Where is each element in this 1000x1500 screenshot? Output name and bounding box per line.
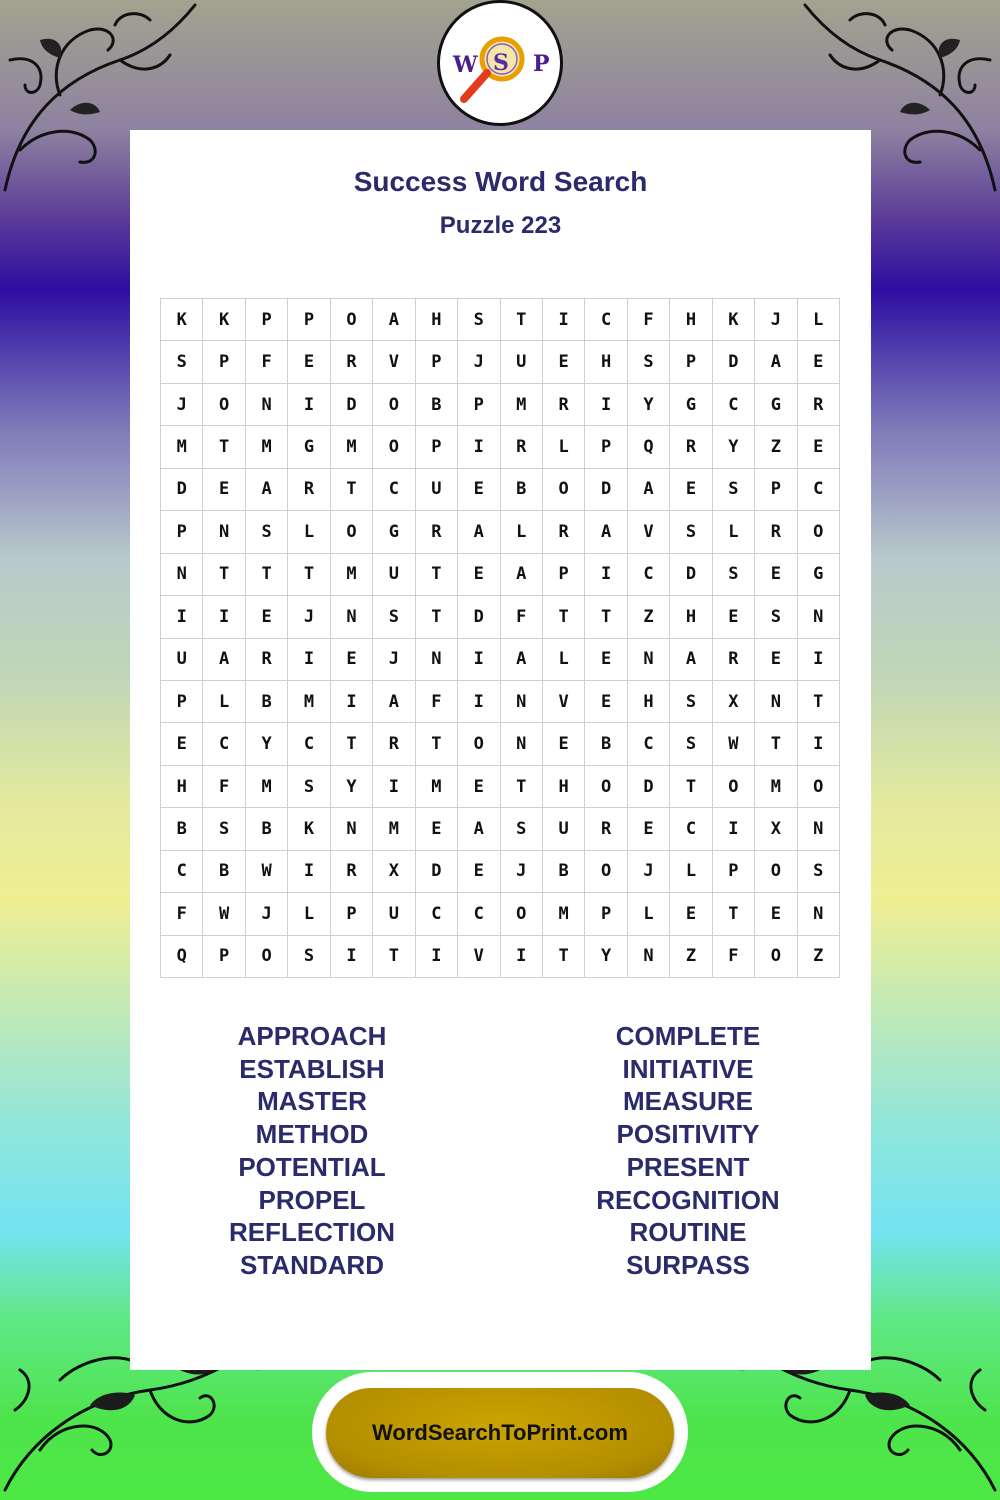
grid-cell[interactable]: A	[670, 639, 712, 681]
page-title: Success Word Search	[353, 166, 648, 197]
grid-cell[interactable]: E	[713, 596, 755, 638]
grid-cell[interactable]: T	[373, 936, 415, 978]
grid-cell[interactable]: N	[628, 639, 670, 681]
grid-cell[interactable]: N	[331, 596, 373, 638]
grid-cell[interactable]: E	[246, 596, 288, 638]
word-item: SURPASS	[626, 1249, 750, 1280]
grid-cell[interactable]: G	[288, 426, 330, 468]
grid-cell[interactable]: H	[543, 766, 585, 808]
grid-cell[interactable]: M	[246, 426, 288, 468]
grid-cell[interactable]: R	[585, 808, 627, 850]
grid-cell[interactable]: O	[798, 511, 840, 553]
grid-cell[interactable]: O	[458, 723, 500, 765]
grid-cell[interactable]: O	[713, 766, 755, 808]
grid-cell[interactable]: A	[501, 639, 543, 681]
grid-cell[interactable]: O	[543, 469, 585, 511]
grid-cell[interactable]: B	[543, 851, 585, 893]
grid-cell[interactable]: P	[458, 384, 500, 426]
grid-cell[interactable]: J	[161, 384, 203, 426]
grid-cell[interactable]: T	[670, 766, 712, 808]
word-item: METHOD	[255, 1119, 369, 1150]
grid-cell[interactable]: T	[798, 681, 840, 723]
grid-cell[interactable]: F	[203, 766, 245, 808]
word-item: POSITIVITY	[616, 1119, 760, 1150]
grid-cell[interactable]: T	[288, 554, 330, 596]
grid-cell[interactable]: P	[755, 469, 797, 511]
grid-cell[interactable]: O	[373, 384, 415, 426]
grid-cell[interactable]: P	[670, 341, 712, 383]
grid-cell[interactable]: S	[501, 808, 543, 850]
grid-cell[interactable]: X	[373, 851, 415, 893]
grid-cell[interactable]: A	[501, 554, 543, 596]
grid-cell[interactable]: T	[585, 596, 627, 638]
grid-cell[interactable]: I	[331, 681, 373, 723]
grid-cell[interactable]: V	[628, 511, 670, 553]
grid-cell[interactable]: P	[288, 299, 330, 341]
grid-cell[interactable]: V	[458, 936, 500, 978]
grid-cell[interactable]: M	[543, 893, 585, 935]
grid-cell[interactable]: Y	[585, 936, 627, 978]
grid-cell[interactable]: J	[246, 893, 288, 935]
grid-cell[interactable]: T	[416, 554, 458, 596]
grid-cell[interactable]: J	[373, 639, 415, 681]
grid-cell[interactable]: E	[543, 341, 585, 383]
word-item: INITIATIVE	[622, 1053, 754, 1084]
grid-cell[interactable]: I	[798, 639, 840, 681]
word-item: MASTER	[257, 1086, 367, 1117]
grid-cell[interactable]: I	[458, 681, 500, 723]
grid-cell[interactable]: A	[246, 469, 288, 511]
grid-cell[interactable]: P	[161, 681, 203, 723]
grid-cell[interactable]: I	[288, 851, 330, 893]
grid-cell[interactable]: K	[288, 808, 330, 850]
word-item: PRESENT	[626, 1151, 750, 1182]
grid-cell[interactable]: C	[373, 469, 415, 511]
grid-cell[interactable]: G	[670, 384, 712, 426]
grid-cell[interactable]: Z	[670, 936, 712, 978]
grid-cell[interactable]: D	[458, 596, 500, 638]
grid-cell[interactable]: H	[416, 299, 458, 341]
grid-cell[interactable]: G	[798, 554, 840, 596]
grid-cell[interactable]: S	[203, 808, 245, 850]
grid-cell[interactable]: R	[331, 341, 373, 383]
grid-cell[interactable]: O	[501, 893, 543, 935]
grid-cell[interactable]: P	[161, 511, 203, 553]
grid-cell[interactable]: L	[203, 681, 245, 723]
grid-cell[interactable]: F	[713, 936, 755, 978]
grid-cell[interactable]: C	[628, 554, 670, 596]
grid-cell[interactable]: R	[331, 851, 373, 893]
grid-cell[interactable]: L	[798, 299, 840, 341]
grid-cell[interactable]: P	[246, 299, 288, 341]
grid-cell[interactable]: O	[331, 511, 373, 553]
grid-cell[interactable]: O	[755, 936, 797, 978]
grid-cell[interactable]: J	[458, 341, 500, 383]
grid-cell[interactable]: S	[373, 596, 415, 638]
grid-cell[interactable]: A	[755, 341, 797, 383]
grid-cell[interactable]: I	[416, 936, 458, 978]
grid-cell[interactable]: S	[713, 469, 755, 511]
grid-cell[interactable]: I	[713, 808, 755, 850]
grid-cell[interactable]: T	[416, 596, 458, 638]
grid-cell[interactable]: Y	[246, 723, 288, 765]
grid-cell[interactable]: M	[373, 808, 415, 850]
grid-cell[interactable]: H	[585, 341, 627, 383]
grid-cell[interactable]: J	[288, 596, 330, 638]
grid-cell[interactable]: D	[331, 384, 373, 426]
grid-cell[interactable]: N	[798, 893, 840, 935]
grid-cell[interactable]: P	[585, 426, 627, 468]
grid-cell[interactable]: T	[203, 554, 245, 596]
grid-cell[interactable]: E	[670, 893, 712, 935]
grid-cell[interactable]: R	[501, 426, 543, 468]
grid-cell[interactable]: N	[501, 723, 543, 765]
word-list-right	[538, 1020, 838, 1282]
grid-cell[interactable]: Q	[628, 426, 670, 468]
grid-cell[interactable]: O	[798, 766, 840, 808]
grid-cell[interactable]: C	[798, 469, 840, 511]
grid-cell[interactable]: E	[416, 808, 458, 850]
grid-cell[interactable]: V	[543, 681, 585, 723]
grid-cell[interactable]: X	[713, 681, 755, 723]
grid-cell[interactable]: T	[501, 299, 543, 341]
grid-cell[interactable]: N	[798, 808, 840, 850]
grid-cell[interactable]: R	[246, 639, 288, 681]
word-item: POTENTIAL	[238, 1151, 386, 1182]
grid-cell[interactable]: W	[713, 723, 755, 765]
grid-cell[interactable]: N	[203, 511, 245, 553]
grid-cell[interactable]: C	[585, 299, 627, 341]
grid-cell[interactable]: S	[755, 596, 797, 638]
grid-cell[interactable]: O	[203, 384, 245, 426]
grid-cell[interactable]: S	[628, 341, 670, 383]
grid-cell[interactable]: O	[755, 851, 797, 893]
grid-cell[interactable]: C	[161, 851, 203, 893]
word-item: RECOGNITION	[596, 1184, 780, 1215]
grid-cell[interactable]: N	[755, 681, 797, 723]
grid-cell[interactable]: B	[246, 808, 288, 850]
logo-letter-s: S	[493, 50, 509, 76]
grid-cell[interactable]: S	[798, 851, 840, 893]
grid-cell[interactable]: V	[373, 341, 415, 383]
word-item: REFLECTION	[228, 1217, 396, 1248]
word-item: ROUTINE	[629, 1217, 747, 1248]
grid-cell[interactable]: J	[628, 851, 670, 893]
grid-cell[interactable]: R	[288, 469, 330, 511]
grid-cell[interactable]: M	[288, 681, 330, 723]
website-link-button[interactable]	[326, 1388, 674, 1478]
grid-cell[interactable]: E	[458, 554, 500, 596]
grid-cell[interactable]: M	[331, 426, 373, 468]
logo-letter-p: P	[533, 51, 550, 77]
grid-cell[interactable]: K	[713, 299, 755, 341]
grid-cell[interactable]: R	[543, 384, 585, 426]
grid-cell[interactable]: O	[373, 426, 415, 468]
grid-cell[interactable]: B	[416, 384, 458, 426]
grid-cell[interactable]: B	[161, 808, 203, 850]
grid-cell[interactable]: I	[288, 384, 330, 426]
grid-cell[interactable]: O	[585, 766, 627, 808]
grid-cell[interactable]: F	[161, 893, 203, 935]
grid-cell[interactable]: Y	[331, 766, 373, 808]
grid-cell[interactable]: C	[458, 893, 500, 935]
grid-cell[interactable]: P	[203, 341, 245, 383]
grid-cell[interactable]: I	[543, 299, 585, 341]
grid-cell[interactable]: I	[458, 639, 500, 681]
grid-cell[interactable]: P	[203, 936, 245, 978]
grid-cell[interactable]: I	[288, 639, 330, 681]
grid-cell[interactable]: T	[543, 936, 585, 978]
grid-cell[interactable]: L	[288, 511, 330, 553]
grid-cell[interactable]: F	[416, 681, 458, 723]
grid-cell[interactable]: N	[331, 808, 373, 850]
grid-cell[interactable]: E	[161, 723, 203, 765]
grid-cell[interactable]: E	[585, 639, 627, 681]
grid-cell[interactable]: T	[416, 723, 458, 765]
grid-cell[interactable]: M	[501, 384, 543, 426]
word-item: MEASURE	[622, 1086, 753, 1117]
logo-letter-w: W	[453, 52, 478, 78]
grid-cell[interactable]: G	[755, 384, 797, 426]
grid-cell[interactable]: M	[161, 426, 203, 468]
grid-cell[interactable]: G	[373, 511, 415, 553]
word-item: PROPEL	[258, 1184, 366, 1215]
grid-cell[interactable]: Z	[755, 426, 797, 468]
grid-cell[interactable]: I	[203, 596, 245, 638]
grid-cell[interactable]: S	[161, 341, 203, 383]
grid-cell[interactable]: E	[543, 723, 585, 765]
grid-cell[interactable]: R	[416, 511, 458, 553]
grid-cell[interactable]: R	[713, 639, 755, 681]
grid-cell[interactable]: N	[246, 384, 288, 426]
grid-cell[interactable]: R	[798, 384, 840, 426]
grid-cell[interactable]: I	[585, 384, 627, 426]
grid-cell[interactable]: I	[331, 936, 373, 978]
grid-cell[interactable]: N	[798, 596, 840, 638]
grid-cell[interactable]: Z	[628, 596, 670, 638]
grid-cell[interactable]: E	[755, 639, 797, 681]
grid-cell[interactable]: T	[755, 723, 797, 765]
grid-cell[interactable]: C	[203, 723, 245, 765]
grid-cell[interactable]: P	[331, 893, 373, 935]
grid-cell[interactable]: C	[628, 723, 670, 765]
grid-cell[interactable]: P	[416, 341, 458, 383]
grid-cell[interactable]: P	[416, 426, 458, 468]
grid-cell[interactable]: E	[458, 766, 500, 808]
grid-cell[interactable]: E	[798, 426, 840, 468]
grid-cell[interactable]: M	[755, 766, 797, 808]
word-item: STANDARD	[240, 1249, 384, 1280]
grid-cell[interactable]: U	[416, 469, 458, 511]
grid-cell[interactable]: S	[288, 936, 330, 978]
grid-cell[interactable]: U	[501, 341, 543, 383]
grid-cell[interactable]: T	[543, 596, 585, 638]
grid-cell[interactable]: Y	[713, 426, 755, 468]
grid-cell[interactable]: A	[628, 469, 670, 511]
grid-cell[interactable]: E	[798, 341, 840, 383]
grid-cell[interactable]: W	[203, 893, 245, 935]
website-link-label: WordSearchToPrint.com	[372, 1420, 628, 1445]
grid-cell[interactable]: S	[670, 681, 712, 723]
word-list-left	[162, 1020, 462, 1282]
grid-cell[interactable]: R	[373, 723, 415, 765]
grid-cell[interactable]: D	[416, 851, 458, 893]
grid-cell[interactable]: K	[203, 299, 245, 341]
grid-cell[interactable]: K	[161, 299, 203, 341]
grid-cell[interactable]: E	[628, 808, 670, 850]
grid-cell[interactable]: L	[713, 511, 755, 553]
grid-cell[interactable]: F	[246, 341, 288, 383]
grid-cell[interactable]: I	[373, 766, 415, 808]
grid-cell[interactable]: M	[331, 554, 373, 596]
grid-cell[interactable]: O	[331, 299, 373, 341]
grid-cell[interactable]: A	[203, 639, 245, 681]
grid-cell[interactable]: E	[585, 681, 627, 723]
grid-cell[interactable]: R	[670, 426, 712, 468]
grid-cell[interactable]: M	[246, 766, 288, 808]
grid-cell[interactable]: A	[585, 511, 627, 553]
grid-cell[interactable]: A	[373, 681, 415, 723]
grid-cell[interactable]: S	[288, 766, 330, 808]
grid-cell[interactable]: A	[373, 299, 415, 341]
grid-cell[interactable]: O	[246, 936, 288, 978]
puzzle-number: Puzzle 223	[439, 212, 562, 239]
grid-cell[interactable]: Y	[628, 384, 670, 426]
grid-cell[interactable]: T	[713, 893, 755, 935]
grid-cell[interactable]: A	[458, 808, 500, 850]
grid-cell[interactable]: S	[458, 299, 500, 341]
grid-cell[interactable]: I	[458, 426, 500, 468]
grid-cell[interactable]: C	[288, 723, 330, 765]
grid-cell[interactable]: W	[246, 851, 288, 893]
grid-cell[interactable]: I	[585, 554, 627, 596]
grid-cell[interactable]: P	[713, 851, 755, 893]
grid-cell[interactable]: U	[161, 639, 203, 681]
grid-cell[interactable]: M	[416, 766, 458, 808]
grid-cell[interactable]: L	[543, 639, 585, 681]
grid-cell[interactable]: C	[416, 893, 458, 935]
grid-cell[interactable]: B	[246, 681, 288, 723]
grid-cell[interactable]: U	[543, 808, 585, 850]
grid-cell[interactable]: L	[288, 893, 330, 935]
grid-cell[interactable]: X	[755, 808, 797, 850]
grid-cell[interactable]: E	[670, 469, 712, 511]
letter-grid[interactable]	[160, 298, 840, 978]
grid-cell[interactable]: T	[501, 766, 543, 808]
grid-cell[interactable]: N	[416, 639, 458, 681]
grid-cell[interactable]: D	[670, 554, 712, 596]
grid-cell[interactable]: H	[670, 299, 712, 341]
grid-cell[interactable]: L	[670, 851, 712, 893]
grid-cell[interactable]: R	[543, 511, 585, 553]
grid-cell[interactable]: H	[628, 681, 670, 723]
grid-cell[interactable]: Z	[798, 936, 840, 978]
grid-cell[interactable]: O	[585, 851, 627, 893]
grid-cell[interactable]: E	[755, 554, 797, 596]
grid-cell[interactable]: E	[288, 341, 330, 383]
word-item: COMPLETE	[615, 1021, 761, 1051]
grid-cell[interactable]: S	[246, 511, 288, 553]
grid-cell[interactable]: E	[458, 469, 500, 511]
grid-cell[interactable]: B	[585, 723, 627, 765]
grid-cell[interactable]: F	[501, 596, 543, 638]
grid-cell[interactable]: L	[628, 893, 670, 935]
grid-cell[interactable]: T	[246, 554, 288, 596]
grid-cell[interactable]: I	[798, 723, 840, 765]
grid-cell[interactable]: A	[458, 511, 500, 553]
grid-cell[interactable]: U	[373, 554, 415, 596]
grid-cell[interactable]: C	[713, 384, 755, 426]
grid-cell[interactable]: T	[203, 426, 245, 468]
grid-cell[interactable]: J	[501, 851, 543, 893]
grid-cell[interactable]: I	[161, 596, 203, 638]
grid-cell[interactable]: H	[161, 766, 203, 808]
grid-cell[interactable]: L	[543, 426, 585, 468]
grid-cell[interactable]: D	[713, 341, 755, 383]
grid-cell[interactable]: J	[755, 299, 797, 341]
grid-cell[interactable]: E	[203, 469, 245, 511]
grid-cell[interactable]: U	[373, 893, 415, 935]
grid-cell[interactable]: S	[670, 511, 712, 553]
grid-cell[interactable]: C	[670, 808, 712, 850]
grid-cell[interactable]: E	[458, 851, 500, 893]
grid-cell[interactable]: R	[755, 511, 797, 553]
grid-cell[interactable]: I	[501, 936, 543, 978]
word-item: ESTABLISH	[239, 1053, 385, 1084]
grid-cell[interactable]: N	[161, 554, 203, 596]
grid-cell[interactable]: B	[501, 469, 543, 511]
grid-cell[interactable]: T	[331, 723, 373, 765]
grid-cell[interactable]: S	[713, 554, 755, 596]
grid-cell[interactable]: P	[585, 893, 627, 935]
grid-cell[interactable]: H	[670, 596, 712, 638]
grid-cell[interactable]: D	[161, 469, 203, 511]
grid-cell[interactable]: E	[331, 639, 373, 681]
word-item: APPROACH	[237, 1021, 387, 1051]
grid-cell[interactable]: L	[501, 511, 543, 553]
grid-cell[interactable]: D	[628, 766, 670, 808]
grid-cell[interactable]: B	[203, 851, 245, 893]
grid-cell[interactable]: Q	[161, 936, 203, 978]
grid-cell[interactable]: P	[543, 554, 585, 596]
grid-cell[interactable]: E	[755, 893, 797, 935]
grid-cell[interactable]: S	[670, 723, 712, 765]
grid-cell[interactable]: N	[501, 681, 543, 723]
wsp-logo[interactable]	[437, 0, 563, 126]
grid-cell[interactable]: F	[628, 299, 670, 341]
grid-cell[interactable]: T	[331, 469, 373, 511]
grid-cell[interactable]: N	[628, 936, 670, 978]
grid-cell[interactable]: D	[585, 469, 627, 511]
